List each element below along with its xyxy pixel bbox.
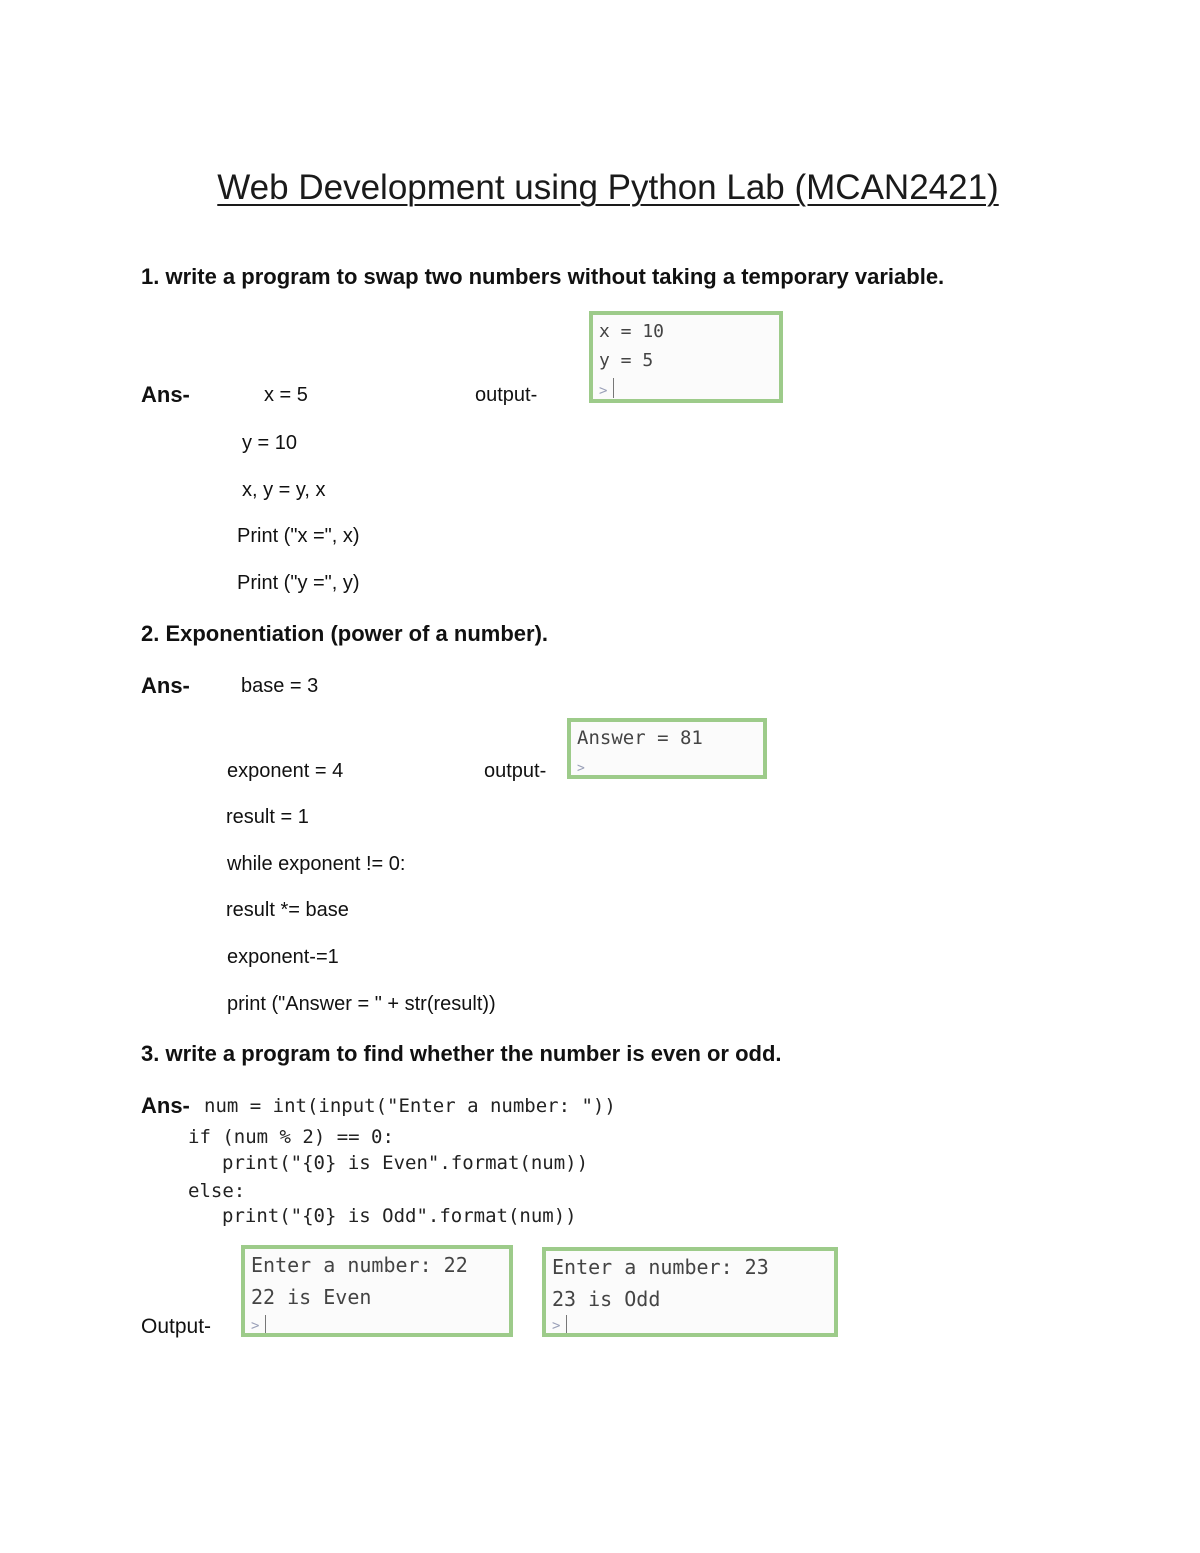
q2-code-line: base = 3 bbox=[241, 675, 319, 697]
console-line: Enter a number: 23 bbox=[552, 1255, 769, 1279]
console-line: 23 is Odd bbox=[552, 1287, 661, 1311]
prompt-icon: > bbox=[552, 1318, 561, 1334]
q2-output-label: output- bbox=[484, 760, 547, 782]
console-line: x = 10 bbox=[599, 321, 665, 342]
q2-code-line: exponent-=1 bbox=[227, 946, 339, 968]
console-line: 22 is Even bbox=[251, 1285, 372, 1309]
prompt-icon: > bbox=[251, 1318, 260, 1334]
q3-ans-label: Ans- bbox=[141, 1093, 190, 1118]
prompt-icon: > bbox=[599, 383, 608, 399]
question-3-heading: 3. write a program to find whether the number is even or odd. bbox=[141, 1041, 782, 1066]
q2-ans-label: Ans- bbox=[141, 673, 190, 698]
console-prompt bbox=[577, 761, 585, 776]
q1-output-label: output- bbox=[475, 384, 538, 406]
q1-ans-label: Ans- bbox=[141, 382, 190, 407]
cursor-icon bbox=[613, 378, 614, 398]
q2-code-line: print ("Answer = " + str(result)) bbox=[227, 993, 496, 1015]
question-1-heading: 1. write a program to swap two numbers without taking a temporary variable. bbox=[141, 264, 945, 289]
question-2-heading: 2. Exponentiation (power of a number). bbox=[141, 621, 549, 646]
q3-code-line: print("{0} is Odd".format(num)) bbox=[222, 1205, 577, 1227]
q1-code-line: Print ("x =", x) bbox=[237, 525, 360, 547]
q1-code-line: Print ("y =", y) bbox=[237, 572, 360, 594]
console-prompt bbox=[251, 1315, 266, 1334]
console-prompt bbox=[599, 378, 614, 399]
cursor-icon bbox=[265, 1315, 266, 1333]
q3-code-line: if (num % 2) == 0: bbox=[188, 1126, 394, 1148]
console-line: y = 5 bbox=[599, 350, 654, 371]
cursor-icon bbox=[566, 1315, 567, 1333]
console-line: Answer = 81 bbox=[577, 727, 703, 749]
prompt-icon: > bbox=[577, 761, 585, 776]
q2-code-line: while exponent != 0: bbox=[227, 853, 406, 875]
q3-code-line: else: bbox=[188, 1180, 246, 1202]
console-line: Enter a number: 22 bbox=[251, 1253, 468, 1277]
q1-code-line: y = 10 bbox=[242, 432, 298, 454]
q3-output-console-odd bbox=[542, 1247, 838, 1337]
q1-code-line: x = 5 bbox=[264, 384, 308, 406]
q1-code-line: x, y = y, x bbox=[242, 479, 326, 501]
q2-output-console bbox=[567, 718, 767, 779]
q2-code-line: result = 1 bbox=[226, 806, 309, 828]
q1-output-console bbox=[589, 311, 783, 403]
q2-code-line: result *= base bbox=[226, 899, 349, 921]
console-prompt bbox=[552, 1315, 567, 1334]
q2-code-line: exponent = 4 bbox=[227, 760, 344, 782]
q3-output-label: Output- bbox=[141, 1315, 212, 1338]
page-title: Web Development using Python Lab (MCAN2421) bbox=[217, 168, 999, 207]
q3-code-line: num = int(input("Enter a number: ")) bbox=[204, 1095, 616, 1117]
q3-code-line: print("{0} is Even".format(num)) bbox=[222, 1152, 589, 1174]
q3-output-console-even bbox=[241, 1245, 513, 1337]
